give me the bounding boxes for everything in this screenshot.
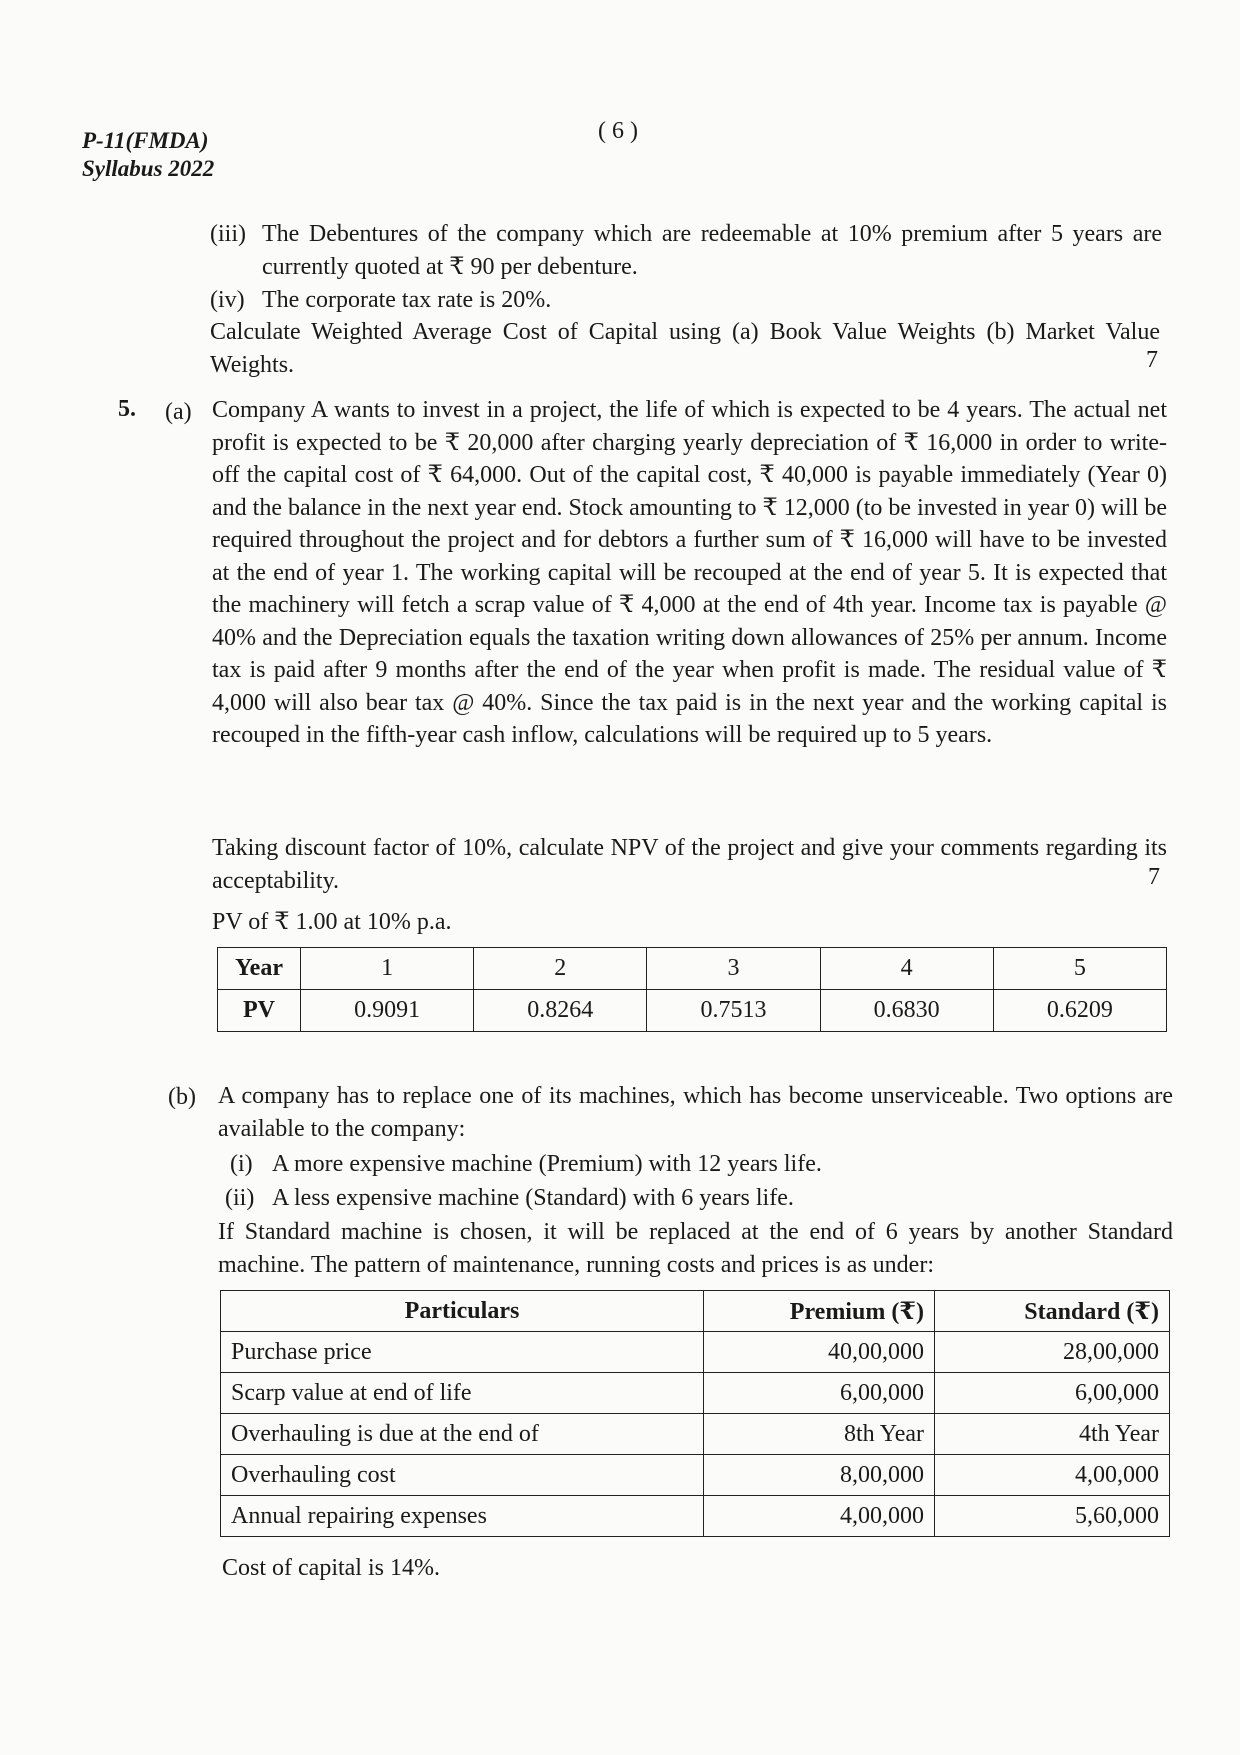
pv-year-cell: 5 <box>993 948 1166 990</box>
cost-table-header-row <box>221 1291 1170 1332</box>
pv-year-cell: 4 <box>820 948 993 990</box>
cost-standard-cell: 4,00,000 <box>935 1455 1170 1496</box>
pv-year-cell: 3 <box>647 948 820 990</box>
cost-table-header-premium: Premium (₹) <box>704 1291 935 1332</box>
syllabus-year: Syllabus 2022 <box>82 156 215 181</box>
cost-table-header-particulars: Particulars <box>221 1291 704 1332</box>
page-number: ( 6 ) <box>598 118 638 144</box>
option-ii-label: (ii) <box>225 1185 255 1211</box>
cost-premium-cell: 8th Year <box>704 1414 935 1455</box>
part-b-label: (b) <box>168 1084 196 1110</box>
item-iii-label: (iii) <box>210 221 246 247</box>
cost-premium-cell: 6,00,000 <box>704 1373 935 1414</box>
question-number: 5. <box>118 396 136 422</box>
cost-particular-cell: Overhauling is due at the end of <box>221 1414 704 1455</box>
pv-table-pv-label: PV <box>218 990 301 1032</box>
table-row <box>221 1414 1170 1455</box>
option-i-label: (i) <box>230 1151 253 1177</box>
table-row <box>221 1332 1170 1373</box>
pv-year-cell: 1 <box>301 948 474 990</box>
cost-premium-cell: 40,00,000 <box>704 1332 935 1373</box>
cost-particular-cell: Overhauling cost <box>221 1455 704 1496</box>
cost-particular-cell: Scarp value at end of life <box>221 1373 704 1414</box>
part-b-text-2: If Standard machine is chosen, it will be replaced at the end of 6 years by another Standard machine. The pattern of maintenance, running costs and prices is as under: <box>218 1219 1173 1278</box>
item-iv-label: (iv) <box>210 287 245 313</box>
pv-table-year-row <box>218 948 1167 990</box>
cost-standard-cell: 5,60,000 <box>935 1496 1170 1537</box>
cost-standard-cell: 28,00,000 <box>935 1332 1170 1373</box>
option-i-text: A more expensive machine (Premium) with 12 years life. <box>272 1151 822 1177</box>
q4-marks: 7 <box>1146 347 1158 373</box>
cost-particular-cell: Annual repairing expenses <box>221 1496 704 1537</box>
item-iv-text: The corporate tax rate is 20%. <box>262 287 552 313</box>
part-a-marks: 7 <box>1148 864 1160 890</box>
pv-year-cell: 2 <box>474 948 647 990</box>
item-iii-text: The Debentures of the company which are redeemable at 10% premium after 5 years are currently quoted at ₹ 90 per debenture. <box>262 221 1162 280</box>
pv-table-year-label: Year <box>218 948 301 990</box>
table-row <box>221 1373 1170 1414</box>
cost-premium-cell: 8,00,000 <box>704 1455 935 1496</box>
pv-value-cell: 0.8264 <box>474 990 647 1032</box>
option-ii-text: A less expensive machine (Standard) with 6 years life. <box>272 1185 794 1211</box>
cost-particular-cell: Purchase price <box>221 1332 704 1373</box>
part-a-text: Company A wants to invest in a project, the life of which is expected to be 4 years. The actual net profit is expected to be ₹ 20,000 after charging yearly depreciation of ₹ 16,000 in order to write-off the capital cost of ₹ 64,000. Out of the capital cost, ₹ 40,000 is payable immediately (Year 0) and the balance in the next year end. Stock amounting to ₹ 12,000 (to be invested in year 0) will be required throughout the project and for debtors a further sum of ₹ 16,000 will have to be invested at the end of year 1. The working capital will be recouped at the end of year 5. It is expected that the machinery will fetch a scrap value of ₹ 4,000 at the end of 4th year. Income tax is payable @ 40% and the Depreciation equals the taxation writing down allowances of 25% per annum. Income tax is paid after 9 months after the end of the year when profit is made. The residual value of ₹ 4,000 will also bear tax @ 40%. Since the tax paid is in the next year and the working capital is recouped in the fifth-year cash inflow, calculations will be required up to 5 years. <box>212 397 1168 748</box>
cost-of-capital: Cost of capital is 14%. <box>222 1555 440 1581</box>
part-a-instruction: Taking discount factor of 10%, calculate NPV of the project and give your comments regarding its acceptability. <box>212 835 1167 894</box>
paper-code: P-11(FMDA) <box>82 128 209 153</box>
pv-value-cell: 0.6209 <box>993 990 1166 1032</box>
pv-caption: PV of ₹ 1.00 at 10% p.a. <box>212 909 452 935</box>
pv-table-value-row <box>218 990 1167 1032</box>
cost-premium-cell: 4,00,000 <box>704 1496 935 1537</box>
pv-value-cell: 0.7513 <box>647 990 820 1032</box>
table-row <box>221 1496 1170 1537</box>
cost-table-header-standard: Standard (₹) <box>935 1291 1170 1332</box>
cost-standard-cell: 6,00,000 <box>935 1373 1170 1414</box>
cost-table <box>220 1290 1170 1537</box>
pv-value-cell: 0.9091 <box>301 990 474 1032</box>
pv-table <box>217 947 1167 1032</box>
cost-standard-cell: 4th Year <box>935 1414 1170 1455</box>
q4-instruction: Calculate Weighted Average Cost of Capital using (a) Book Value Weights (b) Market Value Weights. <box>210 319 1160 378</box>
part-b-text: A company has to replace one of its machines, which has become unserviceable. Two options are available to the company: <box>218 1083 1173 1142</box>
table-row <box>221 1455 1170 1496</box>
pv-value-cell: 0.6830 <box>820 990 993 1032</box>
part-a-label: (a) <box>165 399 192 425</box>
